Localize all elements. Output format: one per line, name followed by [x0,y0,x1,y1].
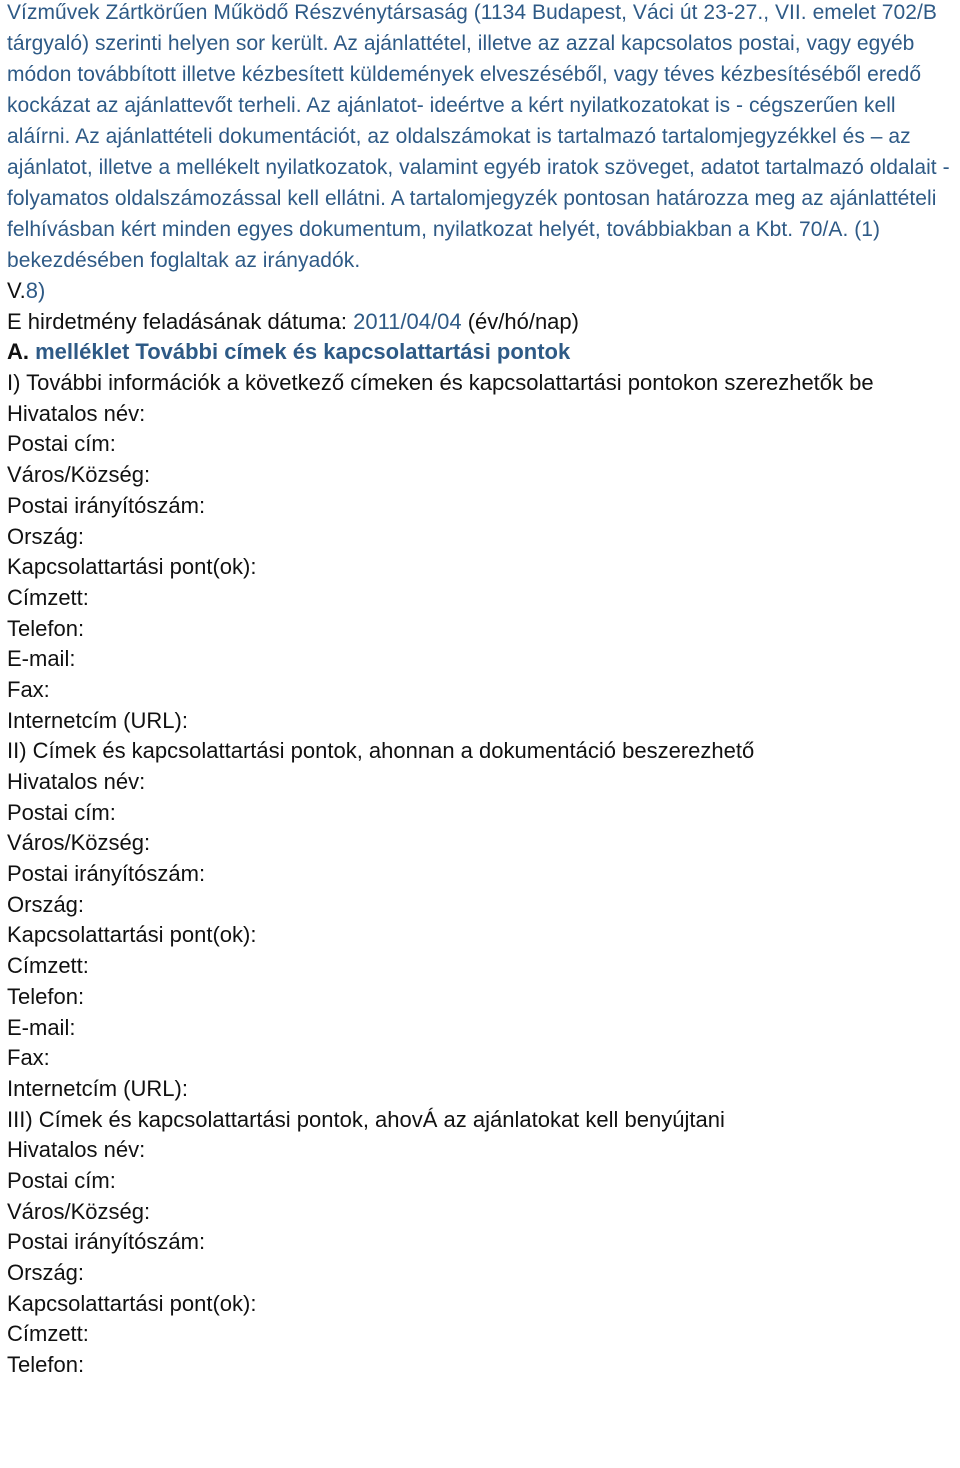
intro-paragraph: Vízművek Zártkörűen Működő Részvénytársaság (1134 Budapest, Váci út 23-27., VII. emelet 702/B tárgyaló) szerinti helyen sor került. Az ajánlattétel, illetve az azzal kapcsolatos postai, vagy egyéb módon továbbított illetve kézbesített küldemények elveszéséből, vagy téves kézbesítéséből eredő kockázat az ajánlattevőt terheli. Az ajánlatot- ideértve a kért nyilatkozatokat is - cégszerűen kell aláírni. Az ajánlattételi dokumentációt, az oldalszámokat is tartalmazó tartalomjegyzékkel és – az ajánlatot, illetve a mellékelt nyilatkozatok, valamint egyéb iratok szöveget, adatot tartalmazó oldalait - folyamatos oldalszámozással kell ellátni. A tartalomjegyzék pontosan határozza meg az ajánlattételi felhívásban kért minden egyes dokumentum, nyilatkozat helyét, továbbiakban a Kbt. 70/A. (1) bekezdésében foglaltak az irányadók. [7,1,950,272]
section-v8-prefix: V. [7,278,26,303]
form-field-label: Kapcsolattartási pont(ok): [7,922,257,948]
form-field-label: Postai irányítószám: [7,1229,206,1255]
section1-heading: I) További információk a következő címeken és kapcsolattartási pontokon szerezhetők be [7,370,874,396]
document-page [7,0,957,1381]
section3-heading: III) Címek és kapcsolattartási pontok, ahovÁ az ajánlatokat kell benyújtani [7,1106,725,1132]
form-field-label: Internetcím (URL): [7,1075,188,1101]
section-v8-label [7,276,957,307]
form-field-label: Kapcsolattartási pont(ok): [7,554,257,580]
form-field-label: Ország: [7,891,85,917]
form-field-label: Postai irányítószám: [7,861,206,887]
form-field-label: Postai cím: [7,431,116,457]
form-field-label: E-mail: [7,646,76,672]
form-field-label: Hivatalos név: [7,769,146,795]
section1-field-list [7,399,957,737]
form-field-label: Fax: [7,676,50,702]
form-field-label: Kapcsolattartási pont(ok): [7,1290,257,1316]
notice-date-value: 2011/04/04 [353,308,462,334]
section3-field-list [7,1135,957,1381]
form-field-label: Telefon: [7,615,85,641]
form-field-label: Címzett: [7,953,89,979]
section2-field-list [7,767,957,1105]
form-field-label: Telefon: [7,983,85,1009]
annex-title-text: melléklet További címek és kapcsolattartási pontok [29,339,571,365]
form-field-label: Hivatalos név: [7,400,146,426]
annex-title [7,337,957,368]
section2-heading: II) Címek és kapcsolattartási pontok, ahonnan a dokumentáció beszerezhető [7,738,755,764]
form-field-label: Telefon: [7,1352,85,1378]
form-field-label: Postai cím: [7,1167,116,1193]
form-field-label: Címzett: [7,584,89,610]
form-field-label: Fax: [7,1045,50,1071]
form-field-label: Címzett: [7,1321,89,1347]
form-field-label: Postai irányítószám: [7,492,206,518]
notice-date-line [7,307,957,338]
form-field-label: Város/Község: [7,462,151,488]
form-field-label: Város/Község: [7,830,151,856]
form-field-label: Város/Község: [7,1198,151,1224]
form-field-label: Postai cím: [7,799,116,825]
form-field-label: Hivatalos név: [7,1137,146,1163]
form-field-label: Ország: [7,523,85,549]
form-field-label: E-mail: [7,1014,76,1040]
annex-title-prefix: A. [7,339,29,365]
notice-date-format: (év/hó/nap) [461,308,579,334]
form-field-label: Ország: [7,1260,85,1286]
notice-date-label: E hirdetmény feladásának dátuma: [7,308,354,334]
form-field-label: Internetcím (URL): [7,707,188,733]
section-v8-number: 8) [25,278,46,303]
